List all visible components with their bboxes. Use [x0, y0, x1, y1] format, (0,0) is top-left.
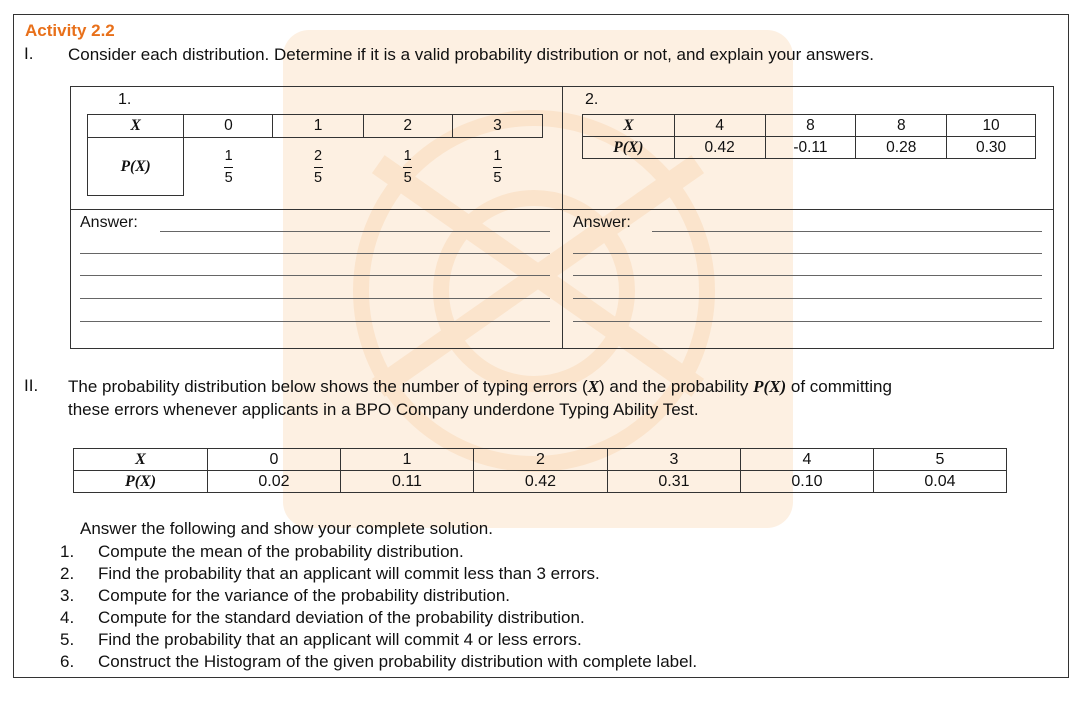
part2-p-0: 0.02: [207, 471, 340, 493]
answer1-line-0[interactable]: [160, 231, 550, 232]
part2-x-5: 5: [873, 449, 1006, 471]
answer-label-2: Answer:: [573, 214, 631, 231]
part2-table: [73, 448, 1007, 493]
table1-x-1: 1: [273, 115, 363, 138]
part2-p-3: 0.31: [607, 471, 740, 493]
table1-number: 1.: [118, 91, 132, 108]
question-1: 1. Compute the mean of the probability distribution.: [60, 542, 464, 561]
answer2-line-4[interactable]: [573, 321, 1042, 322]
question-4: 4. Compute for the standard deviation of the probability distribution.: [60, 608, 585, 627]
part2-px-label: P(X): [74, 471, 208, 493]
table1-x-0: 0: [184, 115, 273, 138]
answer-label-1: Answer:: [80, 214, 138, 231]
table2-p-1: -0.11: [765, 137, 856, 159]
table1-p-1: $\frac{2}{5}$: [273, 138, 363, 196]
table2-number: 2.: [585, 91, 599, 108]
part2-roman: II.: [24, 376, 39, 395]
table2-x-1: 8: [765, 115, 856, 137]
part2-p-1: 0.11: [340, 471, 473, 493]
table2-x-3: 10: [947, 115, 1036, 137]
table2-p-3: 0.30: [947, 137, 1036, 159]
table1-px-label: P(X): [88, 138, 184, 196]
answer1-line-4[interactable]: [80, 321, 550, 322]
table1: [87, 114, 543, 196]
table1-p-2: $\frac{1}{5}$: [363, 138, 452, 196]
part2-x-4: 4: [740, 449, 873, 471]
table2-px-label: P(X): [583, 137, 675, 159]
answer2-line-1[interactable]: [573, 253, 1042, 254]
part2-p-5: 0.04: [873, 471, 1006, 493]
table1-p-0: $\frac{1}{5}$: [184, 138, 273, 196]
part2-x-2: 2: [473, 449, 607, 471]
answer1-line-1[interactable]: [80, 253, 550, 254]
table1-p-3: $\frac{1}{5}$: [452, 138, 542, 196]
question-2: 2. Find the probability that an applicant will commit less than 3 errors.: [60, 564, 600, 583]
table2-x-0: 4: [674, 115, 765, 137]
part1-divider: [562, 86, 563, 349]
part1-instruction: Consider each distribution. Determine if it is a valid probability distribution or not, and explain your answers.: [68, 45, 875, 64]
answer2-line-0[interactable]: [652, 231, 1042, 232]
question-list: [60, 541, 697, 673]
table1-x-label: X: [88, 115, 184, 138]
activity-title: Activity 2.2: [25, 21, 115, 40]
question-6: 6. Construct the Histogram of the given probability distribution with complete label.: [60, 652, 698, 671]
part2-description-line1: The probability distribution below shows the number of typing errors (X) and the probability P(X) of committing: [68, 377, 892, 396]
part2-description-line2: these errors whenever applicants in a BPO Company underdone Typing Ability Test.: [68, 400, 699, 419]
part2-x-0: 0: [207, 449, 340, 471]
answer2-line-3[interactable]: [573, 298, 1042, 299]
table1-x-2: 2: [363, 115, 452, 138]
part2-p-2: 0.42: [473, 471, 607, 493]
part2-x-label: X: [74, 449, 208, 471]
table2-p-2: 0.28: [856, 137, 947, 159]
table2: [582, 114, 1036, 159]
answer1-line-2[interactable]: [80, 275, 550, 276]
table2-x-label: X: [583, 115, 675, 137]
part2-p-4: 0.10: [740, 471, 873, 493]
part2-x-3: 3: [607, 449, 740, 471]
answer1-line-3[interactable]: [80, 298, 550, 299]
question-3: 3. Compute for the variance of the probability distribution.: [60, 586, 511, 605]
table2-x-2: 8: [856, 115, 947, 137]
part1-roman: I.: [24, 44, 34, 63]
question-5: 5. Find the probability that an applicant will commit 4 or less errors.: [60, 630, 582, 649]
table1-x-3: 3: [452, 115, 542, 138]
table2-p-0: 0.42: [674, 137, 765, 159]
answer2-line-2[interactable]: [573, 275, 1042, 276]
questions-intro: Answer the following and show your complete solution.: [80, 519, 493, 538]
part2-x-1: 1: [340, 449, 473, 471]
